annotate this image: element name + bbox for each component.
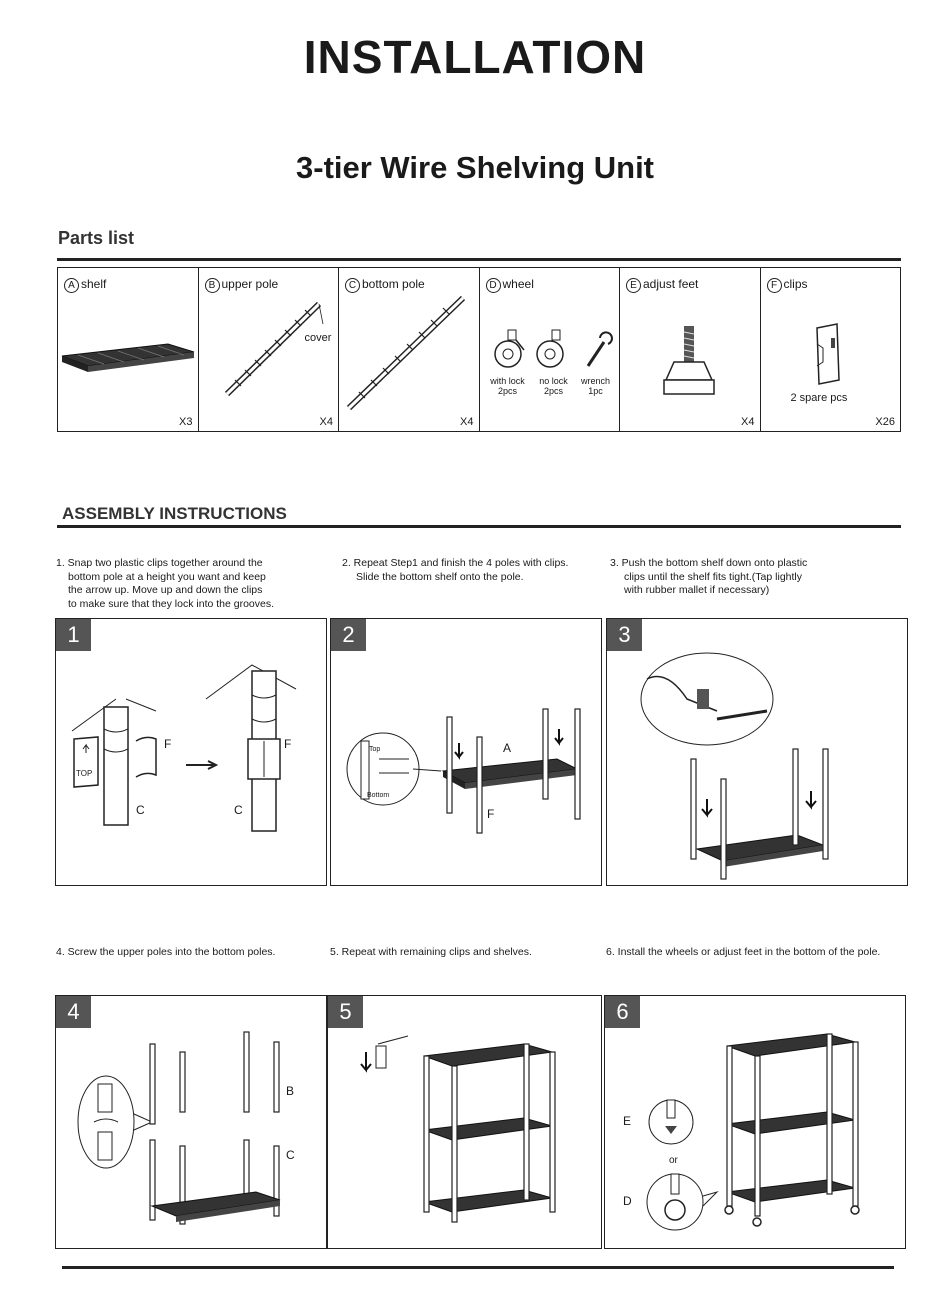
step-3-illustration — [607, 619, 909, 887]
callout-c: C — [136, 803, 145, 817]
step-1-panel — [55, 618, 327, 886]
part-qty: X4 — [319, 416, 333, 428]
part-cell-wheel — [480, 268, 621, 431]
wheel-no-lock-icon — [537, 330, 563, 367]
callout-f: F — [284, 737, 292, 751]
step-6-illustration — [605, 996, 907, 1250]
part-cell-clips — [761, 268, 901, 431]
step-4-text: 4. Screw the upper poles into the bottom poles. — [56, 946, 276, 958]
step-number: 4 — [56, 996, 91, 1028]
part-name: upper pole — [221, 277, 279, 291]
part-qty: X3 — [179, 416, 193, 428]
bottom-pole-icon — [339, 268, 479, 428]
part-name: clips — [783, 277, 808, 291]
part-name: shelf — [81, 277, 107, 291]
part-qty: X4 — [741, 416, 755, 428]
callout-c: C — [286, 1148, 295, 1162]
part-cell-adjust-feet — [620, 268, 761, 431]
part-letter: B — [205, 278, 220, 293]
step-2-panel — [330, 618, 602, 886]
parts-list-heading: Parts list — [58, 228, 135, 248]
wrench-icon — [588, 332, 612, 366]
callout-f: F — [487, 807, 495, 821]
part-qty: X26 — [875, 416, 895, 428]
wheel-icon — [480, 268, 620, 428]
callout-f: F — [164, 737, 172, 751]
part-cell-upper-pole — [199, 268, 340, 431]
callout-b: B — [286, 1084, 295, 1098]
wheel-with-lock-label: with lock 2pcs — [490, 376, 525, 396]
wrench-label: wrench 1pc — [580, 376, 610, 396]
top-marker: TOP — [76, 769, 93, 778]
step-3-text: 3. Push the bottom shelf down onto plastic clips until the shelf fits tight.(Tap lightly with rubber mallet if necessary) — [610, 557, 808, 596]
step-2-text: 2. Repeat Step1 and finish the 4 poles with clips. Slide the bottom shelf onto the pole. — [342, 557, 569, 583]
step-1-illustration — [56, 619, 328, 887]
part-letter: A — [64, 278, 79, 293]
part-letter: D — [486, 278, 501, 293]
callout-d: D — [623, 1194, 632, 1208]
top-marker: Top — [369, 746, 381, 753]
step-6-panel — [604, 995, 906, 1249]
part-letter: F — [767, 278, 782, 293]
page-title: INSTALLATION — [303, 31, 647, 83]
bottom-marker: Bottom — [367, 792, 390, 799]
clip-icon — [761, 268, 901, 428]
part-letter: E — [626, 278, 641, 293]
step-number: 3 — [607, 619, 642, 651]
part-name: bottom pole — [362, 277, 425, 291]
step-4-illustration — [56, 996, 328, 1250]
wheel-with-lock-icon — [495, 330, 524, 367]
or-label: or — [669, 1155, 678, 1166]
parts-table — [57, 267, 901, 432]
part-name: adjust feet — [643, 277, 699, 291]
part-cell-shelf — [58, 268, 199, 431]
shelf-icon — [58, 268, 198, 428]
part-name: wheel — [502, 277, 534, 291]
callout-a: A — [503, 741, 512, 755]
step-6-text: 6. Install the wheels or adjust feet in the bottom of the pole. — [606, 946, 881, 958]
step-5-text: 5. Repeat with remaining clips and shelves. — [330, 946, 532, 958]
spare-note: 2 spare pcs — [790, 392, 848, 404]
step-number: 6 — [605, 996, 640, 1028]
footer-rule — [62, 1266, 894, 1269]
step-4-panel — [55, 995, 327, 1249]
wheel-no-lock-label: no lock 2pcs — [539, 376, 568, 396]
part-cell-bottom-pole — [339, 268, 480, 431]
callout-e: E — [623, 1114, 632, 1128]
assembly-rule — [57, 525, 901, 528]
step-1-text: 1. Snap two plastic clips together around the bottom pole at a height you want and keep the arrow up. Move up and down the clips to make sure that they lock into the grooves. — [56, 557, 275, 610]
step-5-panel — [327, 995, 602, 1249]
step-number: 1 — [56, 619, 91, 651]
mallet-icon — [697, 689, 709, 709]
step-number: 2 — [331, 619, 366, 651]
upper-pole-icon — [199, 268, 339, 428]
part-qty: X4 — [460, 416, 474, 428]
cover-note: cover — [304, 332, 332, 344]
part-letter: C — [345, 278, 360, 293]
parts-top-rule — [57, 258, 901, 261]
assembly-heading: ASSEMBLY INSTRUCTIONS — [62, 504, 287, 523]
step-5-illustration — [328, 996, 603, 1250]
page-subtitle: 3-tier Wire Shelving Unit — [296, 150, 654, 185]
callout-c: C — [234, 803, 243, 817]
step-3-panel — [606, 618, 908, 886]
step-number: 5 — [328, 996, 363, 1028]
adjust-foot-icon — [620, 268, 760, 428]
